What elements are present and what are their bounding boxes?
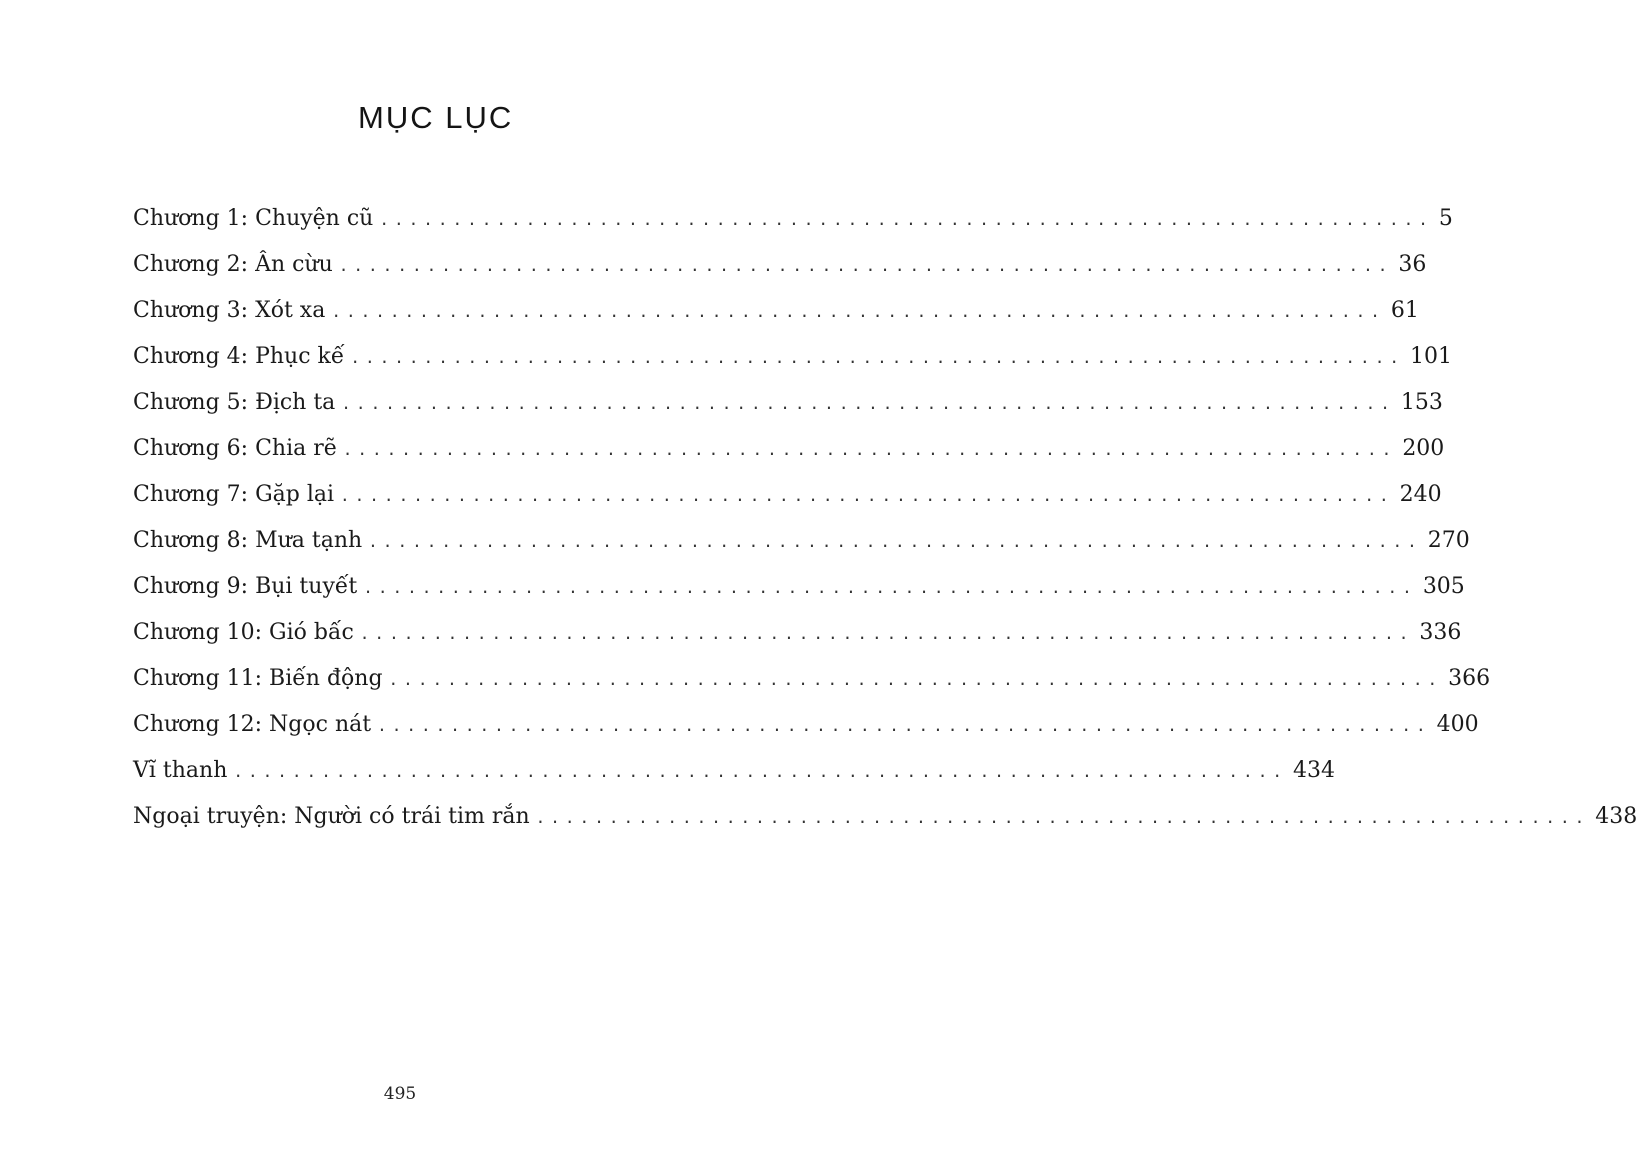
dot-leader: ........................................................................	[340, 486, 1394, 505]
toc-entry-label: Chương 2: Ân cừu	[133, 252, 333, 277]
toc-entry-label: Chương 7: Gặp lại	[133, 482, 335, 507]
toc-entry	[133, 380, 1443, 426]
toc-entry	[133, 334, 1452, 380]
toc-entry	[133, 610, 1462, 656]
dot-leader: ........................................................................	[379, 210, 1433, 229]
toc-entry-page: 305	[1422, 574, 1465, 599]
toc-entry-page: 101	[1409, 344, 1452, 369]
toc-entry-label: Chương 6: Chia rẽ	[133, 436, 337, 461]
toc-entry	[133, 288, 1419, 334]
dot-leader: ........................................................................	[331, 302, 1385, 321]
toc-entry-page: 400	[1436, 712, 1479, 737]
toc-entry-label: Chương 8: Mưa tạnh	[133, 528, 363, 553]
toc-entry-page: 434	[1292, 758, 1335, 783]
toc-entry	[133, 702, 1479, 748]
dot-leader: ........................................................................	[377, 716, 1431, 735]
toc-entry-page: 240	[1399, 482, 1442, 507]
toc-entry-label: Chương 5: Địch ta	[133, 390, 336, 415]
toc-entry	[133, 794, 1637, 840]
dot-leader: ........................................................................	[359, 624, 1414, 643]
toc-entry-label: Chương 9: Bụi tuyết	[133, 574, 358, 599]
toc-entry	[133, 426, 1445, 472]
toc-entry-page: 36	[1398, 252, 1427, 277]
dot-leader: ........................................................................	[535, 808, 1590, 827]
toc-entry-label: Chương 1: Chuyện cũ	[133, 206, 374, 231]
dot-leader: ........................................................................	[368, 532, 1422, 551]
toc-entry-label: Chương 4: Phục kế	[133, 344, 345, 369]
toc-entry-label: Vĩ thanh	[133, 758, 228, 783]
toc-entry-page: 200	[1402, 436, 1445, 461]
toc-entry	[133, 564, 1465, 610]
toc-entry	[133, 656, 1491, 702]
toc-entry	[133, 242, 1427, 288]
table-of-contents	[133, 196, 1637, 840]
toc-entry	[133, 518, 1470, 564]
toc-entry-page: 5	[1438, 206, 1453, 231]
toc-entry-label: Chương 11: Biến động	[133, 666, 383, 691]
dot-leader: ........................................................................	[388, 670, 1443, 689]
toc-entry	[133, 472, 1442, 518]
toc-entry-page: 270	[1427, 528, 1470, 553]
toc-entry-page: 366	[1448, 666, 1491, 691]
dot-leader: ........................................................................	[350, 348, 1404, 367]
toc-entry	[133, 196, 1453, 242]
dot-leader: ........................................................................	[342, 440, 1397, 459]
page-title: MỤC LỤC	[358, 100, 514, 135]
page-number: 495	[383, 1084, 417, 1104]
dot-leader: ........................................................................	[341, 394, 1395, 413]
toc-entry	[133, 748, 1335, 794]
toc-entry-page: 61	[1390, 298, 1419, 323]
toc-entry-label: Chương 10: Gió bấc	[133, 620, 354, 645]
toc-entry-page: 336	[1419, 620, 1462, 645]
toc-entry-label: Chương 3: Xót xa	[133, 298, 326, 323]
toc-entry-page: 153	[1400, 390, 1443, 415]
dot-leader: ........................................................................	[233, 762, 1287, 781]
dot-leader: ........................................................................	[363, 578, 1417, 597]
toc-entry-label: Ngoại truyện: Người có trái tim rắn	[133, 804, 530, 829]
dot-leader: ........................................................................	[338, 256, 1393, 275]
toc-entry-label: Chương 12: Ngọc nát	[133, 712, 372, 737]
toc-entry-page: 438	[1595, 804, 1637, 829]
